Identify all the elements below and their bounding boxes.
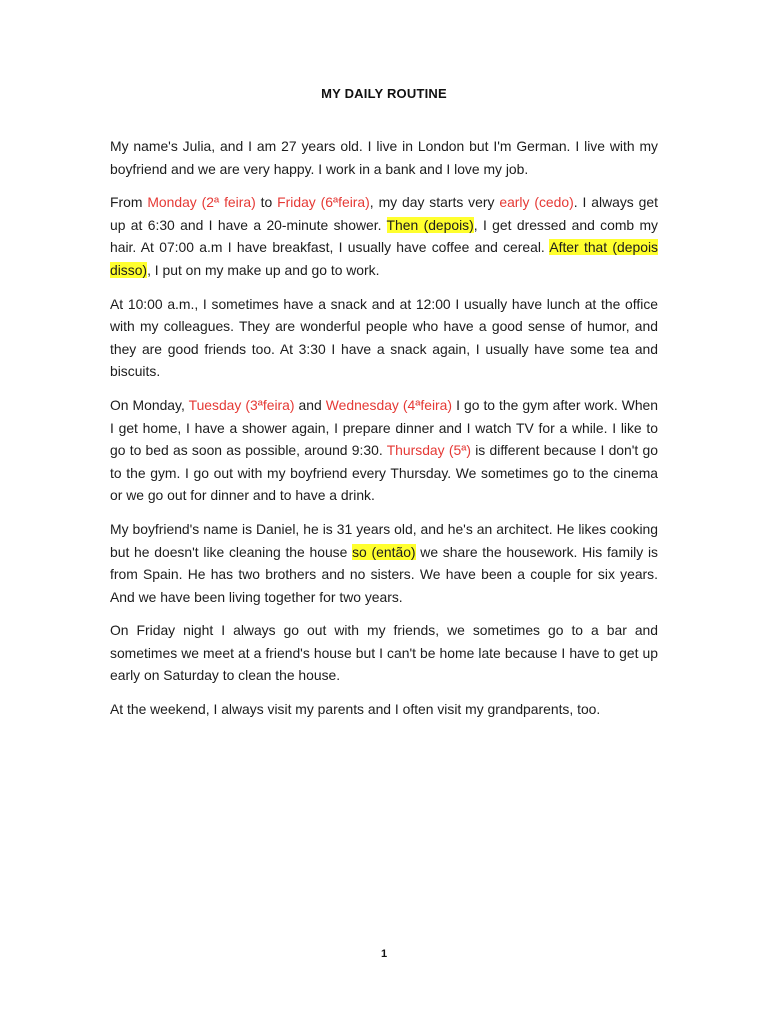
text-run: , I get dressed and comb my hair. At 07:00 a.m I have breakfast, I usually have coffee and cereal.	[110, 216, 658, 256]
text-run: . I always get up at 6:30 and I have a 20-minute shower.	[110, 194, 658, 233]
text-run: I go to the gym after work. When I get home, I have a shower again, I prepare dinner and I watch TV for a while. I like to go to bed as soon as possible, around 9:30.	[110, 396, 658, 459]
translation-tuesday: Tuesday (3ªfeira)	[188, 396, 295, 413]
paragraph-morning	[110, 191, 658, 281]
translation-friday: Friday (6ªfeira)	[277, 194, 370, 211]
text-run: and	[294, 396, 326, 413]
highlight-so: so (então)	[352, 543, 416, 560]
translation-thursday: Thursday (5ª)	[386, 442, 471, 459]
translation-monday: Monday (2ª feira)	[147, 194, 256, 211]
document-body	[110, 135, 658, 732]
text-run: to	[255, 194, 278, 211]
paragraph-midday: At 10:00 a.m., I sometimes have a snack and at 12:00 I usually have lunch at the office with my colleagues. They are wonderful people who have a good sense of humor, and they are good friends too. At 3:30 I have a snack again, I usually have some tea and biscuits.	[110, 295, 658, 380]
paragraph-boyfriend	[110, 518, 658, 608]
paragraph-intro: My name's Julia, and I am 27 years old. I live in London but I'm German. I live with my boyfriend and we are very happy. I work in a bank and I love my job.	[110, 138, 658, 177]
paragraph-weekend: At the weekend, I always visit my parents and I often visit my grandparents, too.	[110, 701, 601, 718]
page-number: 1	[380, 948, 388, 960]
paragraph-friday-night: On Friday night I always go out with my friends, we sometimes go to a bar and sometimes we meet at a friend's house but I can't be home late because I have to get up early on Saturday to clean the house.	[110, 622, 658, 684]
paragraph-evening	[110, 394, 658, 507]
highlight-then: Then (depois)	[386, 216, 474, 233]
document-title: MY DAILY ROUTINE	[321, 86, 447, 101]
translation-early: early (cedo)	[499, 194, 574, 211]
text-run: On Monday,	[110, 396, 189, 413]
text-run: My boyfriend's name is Daniel, he is 31 years old, and he's an architect. He likes cooking but he doesn't like cleaning the house	[110, 520, 658, 560]
translation-wednesday: Wednesday (4ªfeira)	[325, 396, 453, 413]
text-run: , I put on my make up and go to work.	[147, 261, 380, 278]
text-run: From	[110, 194, 148, 211]
highlight-after-that: After that (depois disso)	[110, 239, 658, 278]
text-run: we share the housework. His family is from Spain. He has two brothers and no sisters. We have been a couple for six years. And we have been living together for two years.	[110, 543, 658, 605]
text-run: is different because I don't go to the gym. I go out with my boyfriend every Thursday. We sometimes go to the cinema or we go out for dinner and to have a drink.	[110, 442, 658, 504]
text-run: , my day starts very	[369, 194, 500, 211]
